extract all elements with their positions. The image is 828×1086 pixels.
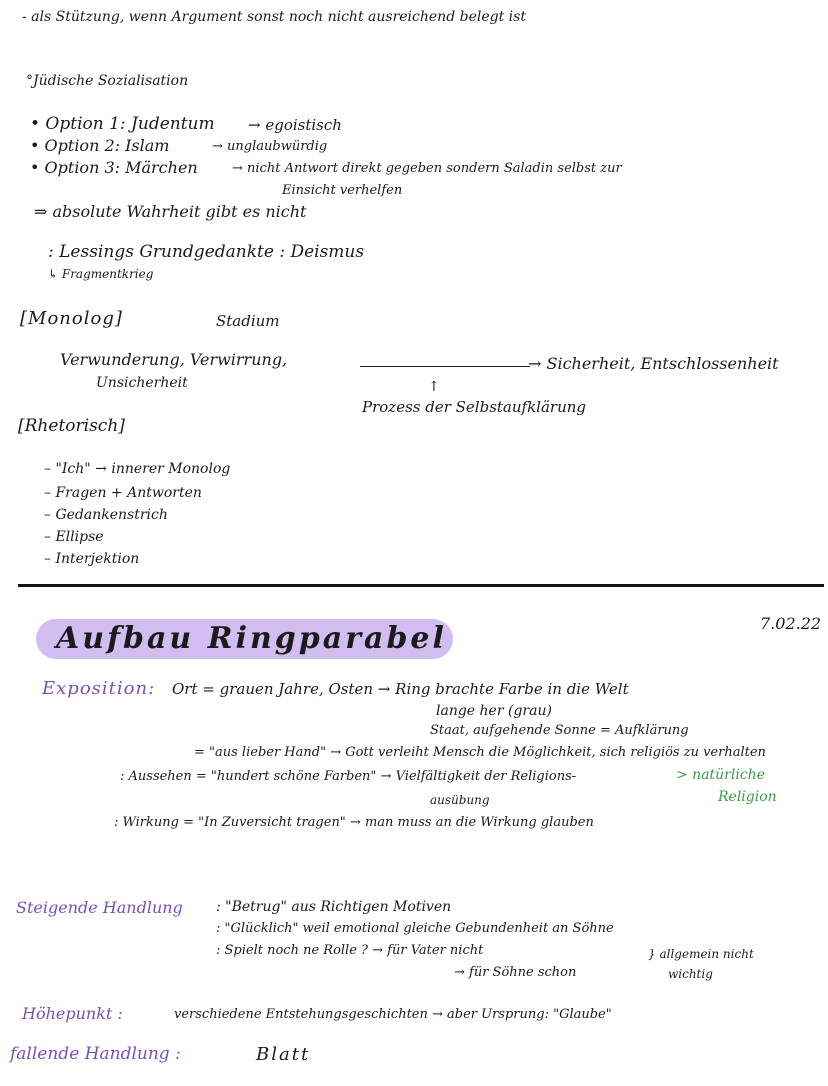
aussehen-cont: ausübung (430, 793, 490, 807)
rhetorisch-item: – Ellipse (44, 529, 104, 545)
natuerliche: > natürliche (676, 767, 765, 783)
monolog-stadium: Stadium (216, 312, 280, 330)
exposition-label: Exposition: (42, 678, 156, 699)
monolog-start-state-2: Unsicherheit (96, 375, 188, 391)
steigende-3: : Spielt noch ne Rolle ? → für Vater nicht (216, 943, 484, 958)
option1-result: → egoistisch (248, 116, 342, 134)
option2-label: • Option 2: Islam (30, 136, 170, 155)
monolog-title: [Monolog] (20, 308, 123, 329)
monolog-process-line (360, 366, 530, 367)
top-note: - als Stützung, wenn Argument sonst noch nicht ausreichend belegt ist (22, 9, 526, 25)
aus-lieber-hand: = "aus lieber Hand" → Gott verleiht Mensch die Möglichkeit, sich religiös zu verhalten (194, 745, 766, 760)
steigende-2: : "Glücklich" weil emotional gleiche Gebundenheit an Söhne (216, 921, 614, 936)
section-title-juedische-sozialisation: °Jüdische Sozialisation (26, 73, 189, 89)
fallende-text: Blatt (256, 1044, 311, 1065)
hoehepunkt-text: verschiedene Entstehungsgeschichten → aber Ursprung: "Glaube" (174, 1007, 612, 1022)
option1-label: • Option 1: Judentum (30, 114, 215, 134)
exposition-line2: lange her (grau) (436, 703, 552, 719)
hoehepunkt-label: Höhepunkt : (22, 1004, 123, 1023)
allgemein: } allgemein nicht (648, 947, 754, 961)
wirkung: : Wirkung = "In Zuversicht tragen" → man muss an die Wirkung glauben (114, 815, 594, 830)
steigende-4: → für Söhne schon (454, 965, 577, 980)
religion: Religion (718, 789, 777, 805)
conclusion: ⇒ absolute Wahrheit gibt es nicht (34, 202, 307, 221)
rhetorisch-item: – Gedankenstrich (44, 507, 168, 523)
option3-result: → nicht Antwort direkt gegeben sondern Saladin selbst zur (232, 161, 622, 176)
option3-label: • Option 3: Märchen (30, 158, 198, 177)
fallende-label: fallende Handlung : (10, 1044, 181, 1064)
lessing-line: : Lessings Grundgedankte : Deismus (48, 242, 365, 262)
monolog-process-arrow: ↑ (428, 379, 440, 395)
rhetorisch-title: [Rhetorisch] (18, 416, 125, 436)
monolog-start-state: Verwunderung, Verwirrung, (60, 350, 288, 369)
rhetorisch-item: – "Ich" → innerer Monolog (44, 461, 231, 477)
aussehen: : Aussehen = "hundert schöne Farben" → Vielfältigkeit der Religions- (120, 769, 577, 784)
rhetorisch-item: – Interjektion (44, 551, 140, 567)
ring-title: Aufbau Ringparabel (56, 621, 447, 656)
steigende-label: Steigende Handlung (16, 898, 183, 917)
exposition-line3: Staat, aufgehende Sonne = Aufklärung (430, 723, 689, 738)
rhetorisch-item: – Fragen + Antworten (44, 485, 202, 501)
steigende-1: : "Betrug" aus Richtigen Motiven (216, 899, 452, 915)
option2-result: → unglaubwürdig (212, 139, 328, 154)
monolog-process: Prozess der Selbstaufklärung (362, 398, 587, 416)
lessing-sub: ↳ Fragmentkrieg (48, 267, 154, 281)
section-divider (18, 584, 824, 587)
date: 7.02.22 (760, 614, 822, 633)
wichtig: wichtig (668, 967, 713, 981)
monolog-end-state: → Sicherheit, Entschlossenheit (528, 354, 779, 373)
option3-continuation: Einsicht verhelfen (282, 183, 403, 198)
exposition-text: Ort = grauen Jahre, Osten → Ring brachte Farbe in die Welt (172, 680, 629, 698)
